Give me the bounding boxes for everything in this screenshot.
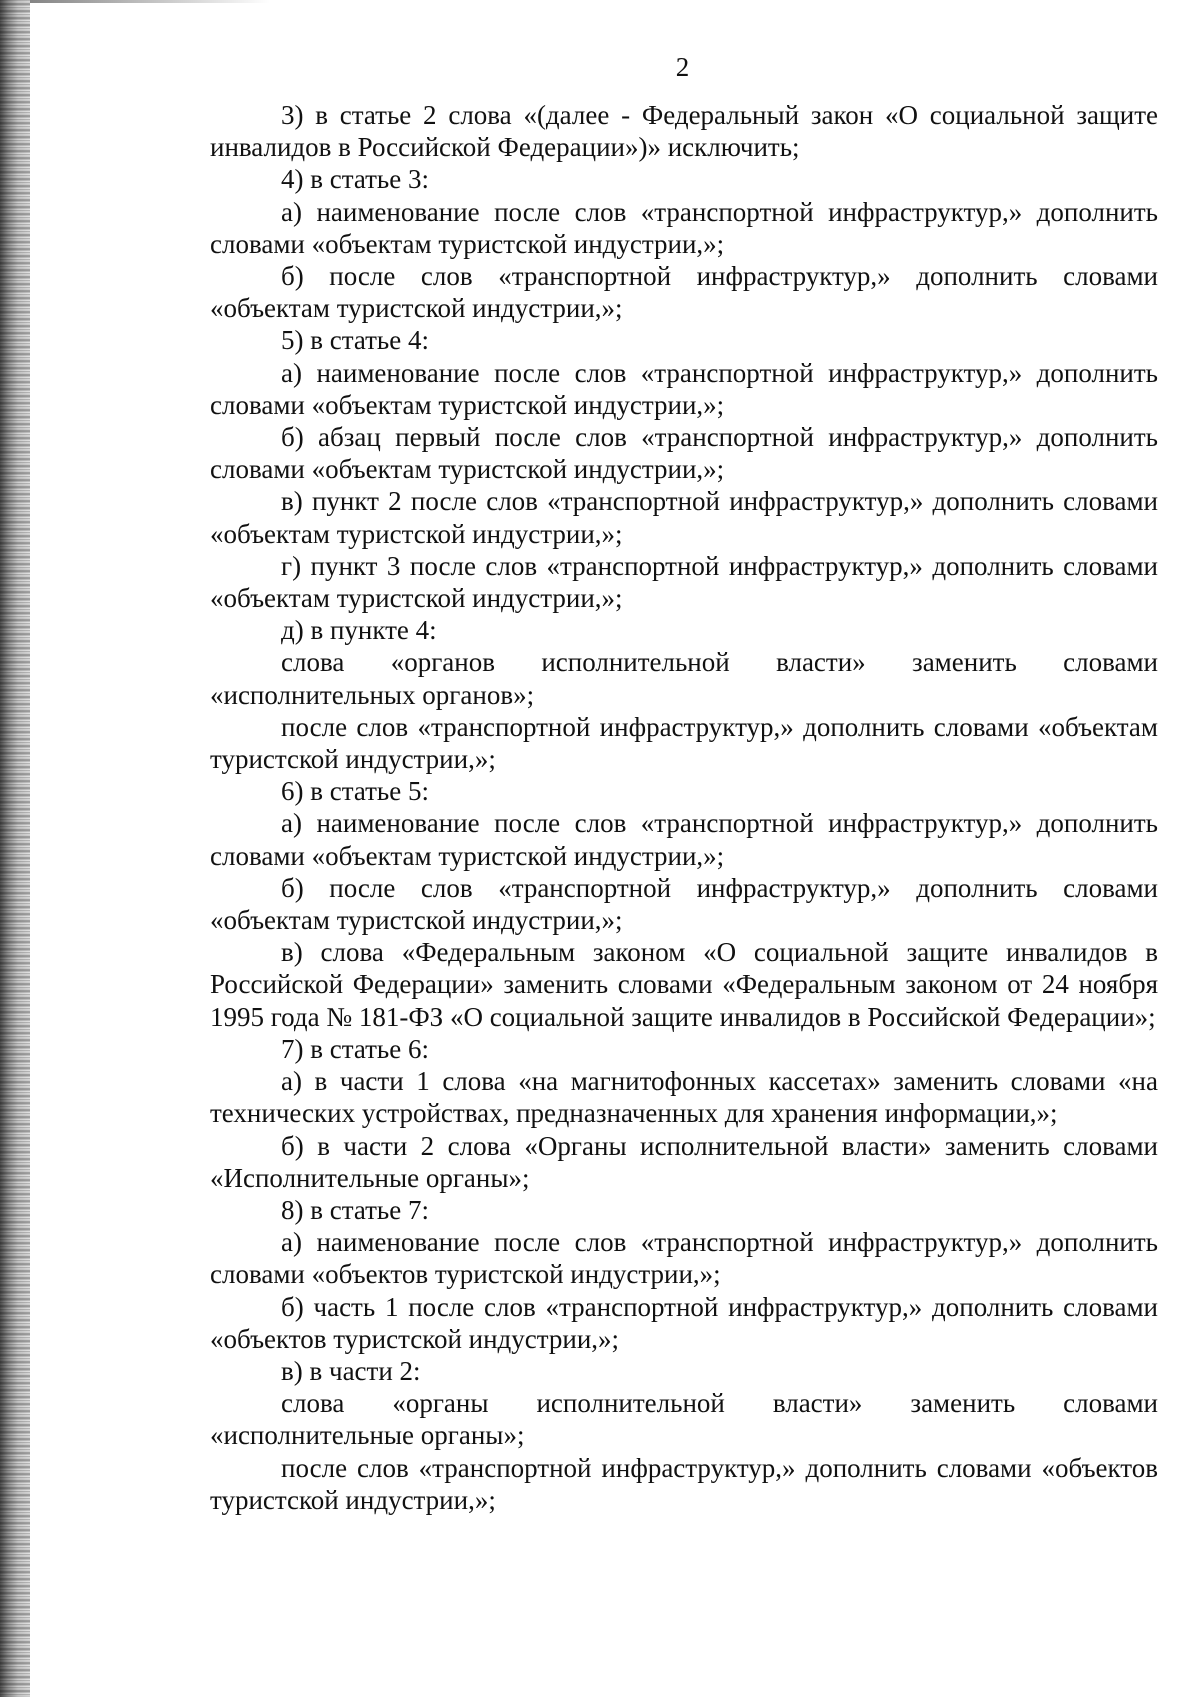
paragraph-21: а) наименование после слов «транспортной инфраструктур,» дополнить словами «объектов туристской индустрии,»;: [210, 1227, 1158, 1290]
paragraph-24: слова «органы исполнительной власти» заменить словами «исполнительные органы»;: [210, 1388, 1158, 1451]
paragraph-20: 8) в статье 7:: [281, 1194, 429, 1225]
paragraph-9: г) пункт 3 после слов «транспортной инфраструктур,» дополнить словами «объектам туристской индустрии,»;: [210, 550, 1158, 614]
paragraph-18: а) в части 1 слова «на магнитофонных кассетах» заменить словами «на технических устройствах, предназначенных для хранения информации,»;: [210, 1066, 1158, 1129]
paragraph-15: б) после слов «транспортной инфраструктур,» дополнить словами «объектам туристской индустрии,»;: [210, 872, 1158, 936]
paragraph-6: а) наименование после слов «транспортной инфраструктур,» дополнить словами «объектам туристской индустрии,»;: [210, 357, 1158, 420]
scan-edge-shadow: [0, 0, 30, 1697]
paragraph-25: после слов «транспортной инфраструктур,» дополнить словами «объектов туристской индустрии,»;: [210, 1452, 1158, 1515]
paragraph-22: б) часть 1 после слов «транспортной инфраструктур,» дополнить словами «объектов туристской индустрии,»;: [210, 1291, 1158, 1354]
paragraph-2: 4) в статье 3:: [281, 164, 429, 195]
paragraph-10: д) в пункте 4:: [281, 615, 437, 646]
paragraph-14: а) наименование после слов «транспортной инфраструктур,» дополнить словами «объектам туристской индустрии,»;: [210, 808, 1158, 871]
paragraph-19: б) в части 2 слова «Органы исполнительной власти» заменить словами «Исполнительные органы»;: [210, 1130, 1158, 1193]
paragraph-12: после слов «транспортной инфраструктур,» дополнить словами «объектам туристской индустрии,»;: [210, 711, 1158, 775]
paragraph-8: в) пункт 2 после слов «транспортной инфраструктур,» дополнить словами «объектам туристской индустрии,»;: [210, 486, 1158, 549]
paragraph-17: 7) в статье 6:: [281, 1033, 429, 1064]
paragraph-1: 3) в статье 2 слова «(далее - Федеральный закон «О социальной защите инвалидов в Российской Федерации»)» исключить;: [210, 100, 1158, 163]
paragraph-3: а) наименование после слов «транспортной инфраструктур,» дополнить словами «объектам туристской индустрии,»;: [210, 196, 1158, 259]
paragraph-7: б) абзац первый после слов «транспортной инфраструктур,» дополнить словами «объектам туристской индустрии,»;: [210, 422, 1158, 485]
document-text: [210, 99, 1158, 1516]
paragraph-5: 5) в статье 4:: [281, 325, 429, 356]
paragraph-11: слова «органов исполнительной власти» заменить словами «исполнительных органов»;: [210, 647, 1158, 710]
paragraph-4: б) после слов «транспортной инфраструктур,» дополнить словами «объектам туристской индустрии,»;: [210, 261, 1158, 324]
paragraph-23: в) в части 2:: [281, 1355, 421, 1386]
paragraph-13: 6) в статье 5:: [281, 776, 429, 807]
scan-top-mark: [30, 0, 270, 3]
page-number: 2: [675, 52, 690, 82]
paragraph-16: в) слова «Федеральным законом «О социальной защите инвалидов в Российской Федерации» заменить словами «Федеральным законом от 24 ноября 1995 года № 181-ФЗ «О социальной защите инвалидов в Российской Федерации»;: [210, 937, 1158, 1032]
